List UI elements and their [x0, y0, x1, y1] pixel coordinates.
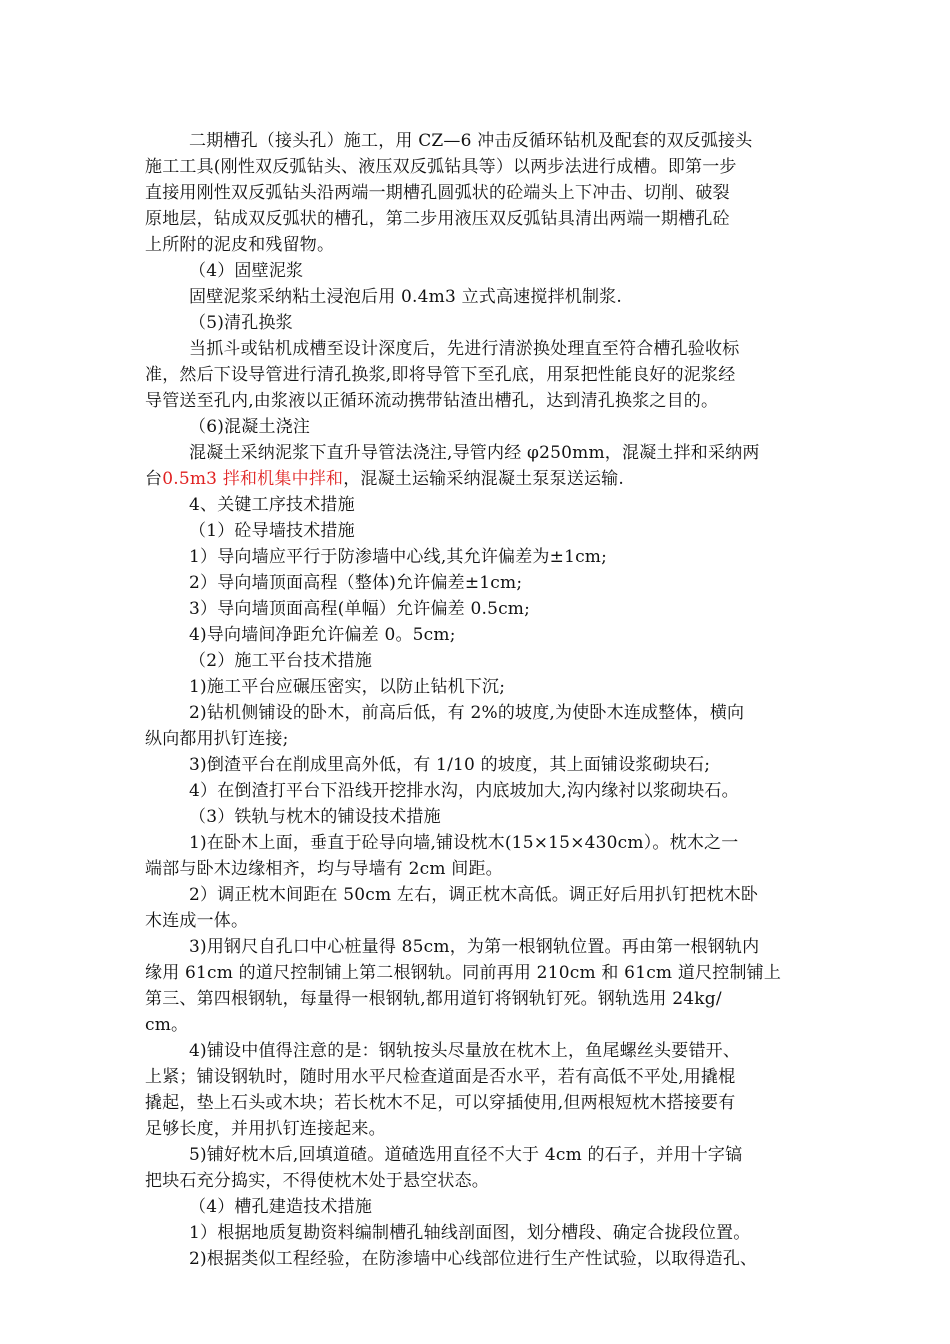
section-heading: （4）固壁泥浆	[189, 261, 304, 281]
text-line: 2）导向墙顶面高程（整体)允许偏差±1cm;	[189, 573, 523, 593]
section-heading: （5)清孔换浆	[189, 313, 293, 333]
text-line: 当抓斗或钻机成槽至设计深度后，先进行清淤换处理直至符合槽孔验收标	[189, 339, 740, 359]
text-line: 缘用 61cm 的道尺控制铺上第二根钢轨。同前再用 210cm 和 61cm 道尺控制铺上	[145, 963, 782, 983]
text-line: 1)施工平台应碾压密实，以防止钻机下沉;	[189, 677, 506, 697]
text-line: 固壁泥浆采纳粘土浸泡后用 0.4m3 立式高速搅拌机制浆.	[189, 287, 622, 307]
text-line: 原地层，钻成双反弧状的槽孔，第二步用液压双反弧钻具清出两端一期槽孔砼	[145, 209, 730, 229]
text-line: 足够长度，并用扒钉连接起来。	[145, 1119, 386, 1139]
text-line: 上紧；铺设钢轨时，随时用水平尺检查道面是否水平，若有高低不平处,用撬棍	[145, 1067, 736, 1087]
section-heading: （4）槽孔建造技术措施	[189, 1197, 373, 1217]
text-line: 导管送至孔内,由浆液以正循环流动携带钻渣出槽孔，达到清孔换浆之目的。	[145, 391, 719, 411]
text-line: 端部与卧木边缘相齐，均与导墙有 2cm 间距。	[145, 859, 503, 879]
text-line: 直接用刚性双反弧钻头沿两端一期槽孔圆弧状的砼端头上下冲击、切削、破裂	[145, 183, 730, 203]
text-line: cm。	[145, 1015, 189, 1035]
text-line: 第三、第四根钢轨，每量得一根钢轨,都用道钉将钢轨钉死。钢轨选用 24kg/	[145, 989, 722, 1009]
section-heading: （6)混凝土浇注	[189, 417, 311, 437]
text-line: 4)导向墙间净距允许偏差 0。5cm;	[189, 625, 456, 645]
section-heading: （2）施工平台技术措施	[189, 651, 373, 671]
section-heading: 4、关键工序技术措施	[189, 495, 355, 515]
text-line: 撬起，垫上石头或木块；若长枕木不足，可以穿插使用,但两根短枕木搭接要有	[145, 1093, 736, 1113]
text-line: 4)铺设中值得注意的是：钢轨按头尽量放在枕木上，鱼尾螺丝头要错开、	[189, 1041, 741, 1061]
text-line: 1）导向墙应平行于防渗墙中心线,其允许偏差为±1cm;	[189, 547, 608, 567]
highlighted-text: 0.5m3 拌和机集中拌和	[162, 469, 344, 489]
text-after: ，混凝土运输采纳混凝土泵泵送运输.	[343, 469, 624, 489]
text-line: 二期槽孔（接头孔）施工，用 CZ—6 冲击反循环钻机及配套的双反弧接头	[189, 131, 753, 151]
text-line-highlighted	[145, 467, 624, 491]
text-line: 1）根据地质复勘资料编制槽孔轴线剖面图，划分槽段、确定合拢段位置。	[189, 1223, 751, 1243]
text-line: 3）导向墙顶面高程(单幅）允许偏差 0.5cm;	[189, 599, 531, 619]
section-heading: （3）铁轨与枕木的铺设技术措施	[189, 807, 441, 827]
text-line: 2）调正枕木间距在 50cm 左右，调正枕木高低。调正好后用扒钉把枕木卧	[189, 885, 759, 905]
text-line: 纵向都用扒钉连接;	[145, 729, 289, 749]
text-line: 上所附的泥皮和残留物。	[145, 235, 335, 255]
text-line: 混凝土采纳泥浆下直升导管法浇注,导管内经 φ250mm，混凝土拌和采纳两	[189, 443, 760, 463]
text-line: 5)铺好枕木后,回填道碴。道碴选用直径不大于 4cm 的石子，并用十字镐	[189, 1145, 743, 1165]
text-line: 2)钻机侧铺设的卧木，前高后低，有 2%的坡度,为使卧木连成整体，横向	[189, 703, 745, 723]
text-line: 施工工具(刚性双反弧钻头、液压双反弧钻具等）以两步法进行成槽。即第一步	[145, 157, 737, 177]
text-line: 把块石充分捣实，不得使枕木处于悬空状态。	[145, 1171, 489, 1191]
text-line: 3)用钢尺自孔口中心桩量得 85cm，为第一根钢轨位置。再由第一根钢轨内	[189, 937, 760, 957]
text-line: 3)倒渣平台在削成里高外低，有 1/10 的坡度，其上面铺设浆砌块石;	[189, 755, 711, 775]
text-line: 木连成一体。	[145, 911, 249, 931]
text-before: 台	[145, 469, 163, 489]
text-line: 准，然后下设导管进行清孔换浆,即将导管下至孔底，用泵把性能良好的泥浆经	[145, 365, 736, 385]
section-heading: （1）砼导墙技术措施	[189, 521, 355, 541]
text-line: 4）在倒渣打平台下沿线开挖排水沟，内底坡加大,沟内缘衬以浆砌块石。	[189, 781, 739, 801]
text-line: 1)在卧木上面，垂直于砼导向墙,铺设枕木(15×15×430cm）。枕木之一	[189, 833, 739, 853]
text-line: 2)根据类似工程经验，在防渗墙中心线部位进行生产性试验，以取得造孔、	[189, 1249, 758, 1269]
